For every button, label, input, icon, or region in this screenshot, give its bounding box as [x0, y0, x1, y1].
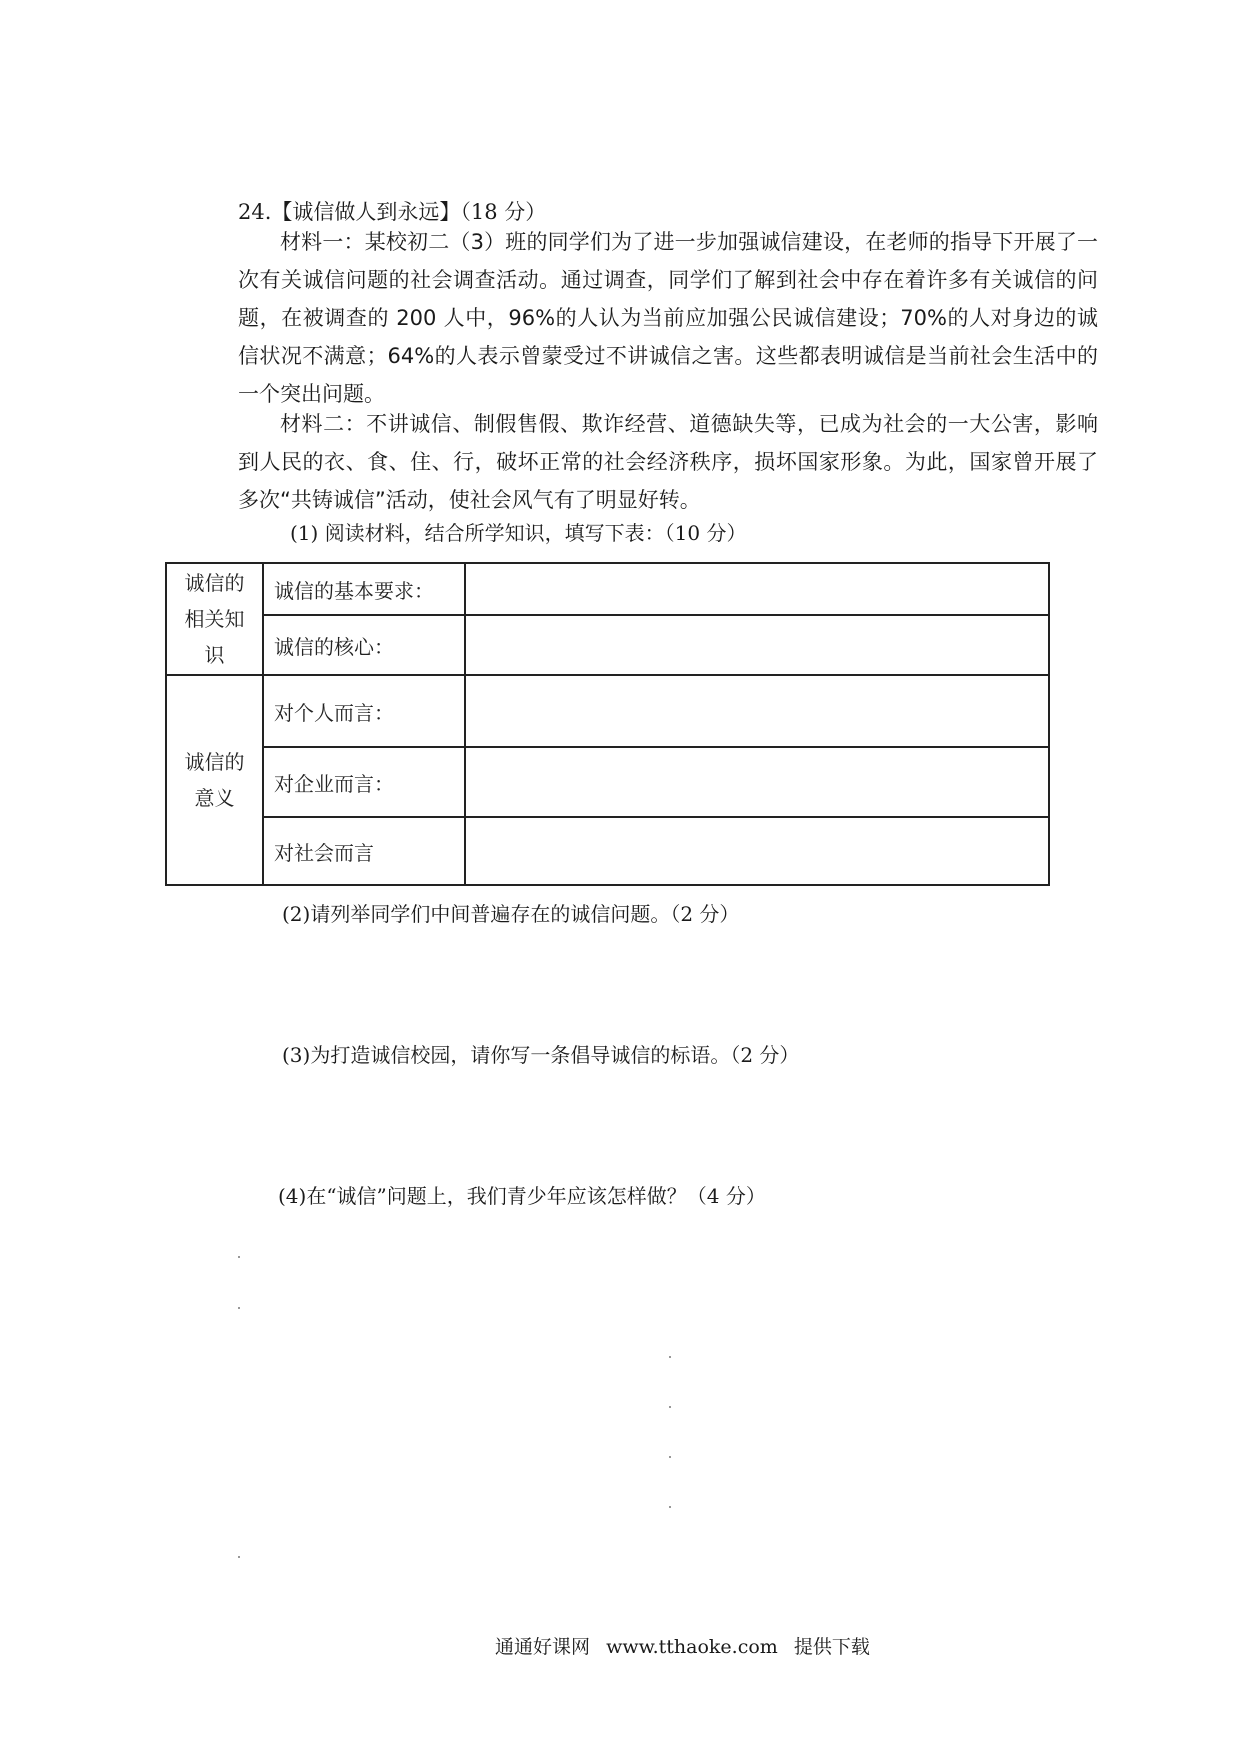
answer-cell-society[interactable]	[465, 817, 1049, 885]
table-row	[166, 747, 1049, 817]
scan-speck	[669, 1456, 671, 1458]
table-row	[166, 615, 1049, 675]
scan-speck	[669, 1506, 671, 1508]
group-significance-line-1: 诚信的	[184, 750, 245, 774]
footer-site-name: 通通好课网	[495, 1636, 591, 1658]
footer-suffix: 提供下载	[793, 1636, 870, 1658]
answer-cell-core[interactable]	[465, 615, 1049, 675]
question-title: 24.【诚信做人到永远】（18 分）	[238, 200, 547, 224]
row-label-society: 对社会而言	[263, 817, 465, 885]
scan-speck	[669, 1356, 671, 1358]
answer-table	[165, 562, 1050, 886]
row-label-core: 诚信的核心：	[263, 615, 465, 675]
page-footer	[495, 1633, 880, 1661]
material-two: 材料二：不讲诚信、制假售假、欺诈经营、道德缺失等，已成为社会的一大公害，影响到人民的衣、食、住、行，破坏正常的社会经济秩序，损坏国家形象。为此，国家曾开展了多次“共铸诚信”活动，使社会风气有了明显好转。	[238, 412, 1098, 512]
group-knowledge-line-2: 相关知	[184, 607, 245, 631]
scan-speck	[238, 1307, 240, 1309]
group-significance-cell	[166, 675, 263, 885]
answer-cell-individual[interactable]	[465, 675, 1049, 747]
scan-speck	[238, 1256, 240, 1258]
sub-question-1: (1) 阅读材料，结合所学知识，填写下表：（10 分）	[290, 521, 747, 545]
sub-question-3: (3)为打造诚信校园，请你写一条倡导诚信的标语。（2 分）	[282, 1043, 800, 1067]
row-label-individual: 对个人而言：	[263, 675, 465, 747]
group-knowledge-cell	[166, 563, 263, 675]
group-significance-line-2: 意义	[194, 786, 235, 810]
scan-speck	[238, 1556, 240, 1558]
sub-question-4: (4)在“诚信”问题上，我们青少年应该怎样做？（4 分）	[278, 1184, 766, 1208]
sub-question-2: (2)请列举同学们中间普遍存在的诚信问题。（2 分）	[282, 902, 740, 926]
row-label-basic-requirement: 诚信的基本要求：	[263, 563, 465, 615]
table-row	[166, 675, 1049, 747]
table-row	[166, 817, 1049, 885]
group-knowledge-line-1: 诚信的	[184, 571, 245, 595]
scan-speck	[669, 1406, 671, 1408]
material-one: 材料一：某校初二（3）班的同学们为了进一步加强诚信建设，在老师的指导下开展了一次有关诚信问题的社会调查活动。通过调查，同学们了解到社会中存在着许多有关诚信的问题，在被调查的 200 人中，96%的人认为当前应加强公民诚信建设；70%的人对身边的诚信状况不满意；64%的人表示曾蒙受过不讲诚信之害。这些都表明诚信是当前社会生活中的一个突出问题。	[238, 230, 1098, 406]
footer-url[interactable]: www.tthaoke.com	[606, 1636, 778, 1658]
answer-cell-basic-requirement[interactable]	[465, 563, 1049, 615]
group-knowledge-line-3: 识	[204, 643, 225, 667]
answer-cell-enterprise[interactable]	[465, 747, 1049, 817]
row-label-enterprise: 对企业而言：	[263, 747, 465, 817]
table-row	[166, 563, 1049, 615]
